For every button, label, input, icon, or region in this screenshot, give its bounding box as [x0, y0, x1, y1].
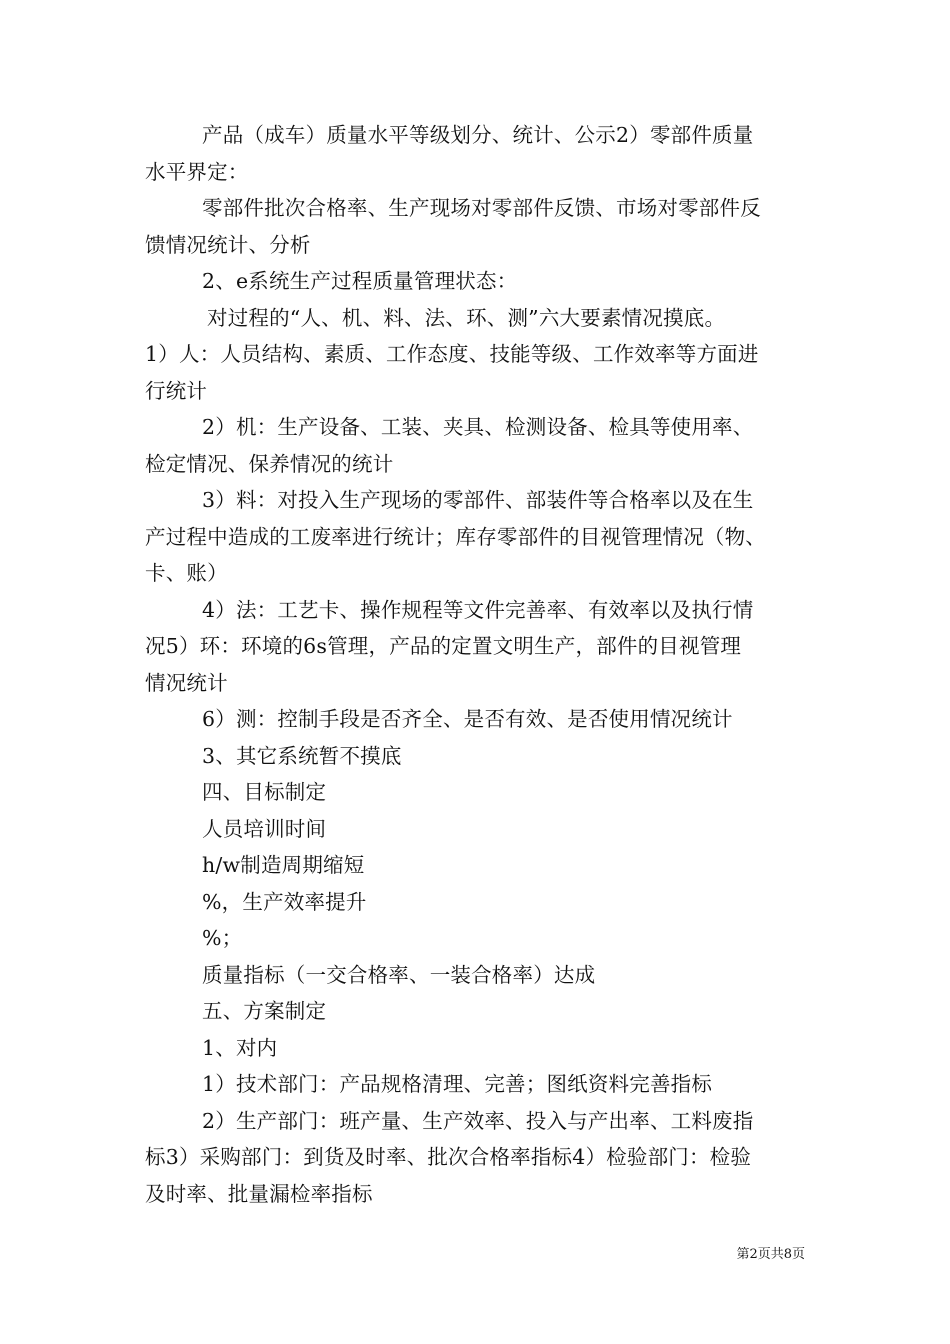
text-line: 及时率、批量漏检率指标	[145, 1181, 373, 1206]
text-line: 况5）环：环境的6s管理，产品的定置文明生产，部件的目视管理	[145, 634, 742, 658]
text-line: 质量指标（一交合格率、一装合格率）达成	[202, 962, 596, 987]
text-line: %；	[202, 926, 243, 950]
text-line: 情况统计	[145, 670, 228, 695]
text-line: 1）人：人员结构、素质、工作态度、技能等级、工作效率等方面进	[145, 342, 759, 366]
text-line: 1）技术部门：产品规格清理、完善；图纸资料完善指标	[202, 1072, 713, 1096]
text-line: 标3）采购部门：到货及时率、批次合格率指标4）检验部门：检验	[145, 1145, 752, 1169]
text-line: 2、e系统生产过程质量管理状态：	[202, 269, 518, 293]
text-line: 6）测：控制手段是否齐全、是否有效、是否使用情况统计	[202, 707, 733, 731]
text-line: 产品（成车）质量水平等级划分、统计、公示2）零部件质量	[202, 123, 754, 147]
text-line: %，生产效率提升	[202, 889, 367, 914]
text-line: 人员培训时间	[202, 816, 327, 841]
document-body	[145, 117, 815, 1212]
text-line: 馈情况统计、分析	[145, 232, 311, 257]
text-line: 五、方案制定	[202, 999, 327, 1023]
page-number: 第2页共8页	[736, 1247, 805, 1262]
text-line: 水平界定：	[145, 159, 249, 184]
text-line: 卡、账）	[145, 561, 228, 585]
text-line: 4）法：工艺卡、操作规程等文件完善率、有效率以及执行情	[202, 597, 754, 622]
text-line: h/w制造周期缩短	[202, 853, 365, 877]
text-line: 3）料：对投入生产现场的零部件、部装件等合格率以及在生	[202, 488, 754, 512]
text-line: 零部件批次合格率、生产现场对零部件反馈、市场对零部件反	[202, 196, 761, 220]
text-line: 行统计	[145, 378, 208, 403]
text-line: 2）机：生产设备、工装、夹具、检测设备、检具等使用率、	[202, 415, 754, 439]
text-line: 检定情况、保养情况的统计	[145, 451, 394, 476]
text-line: 产过程中造成的工废率进行统计；库存零部件的目视管理情况（物、	[145, 524, 766, 549]
text-line: 3、其它系统暂不摸底	[202, 743, 402, 768]
text-line: 2）生产部门：班产量、生产效率、投入与产出率、工料废指	[202, 1108, 754, 1133]
text-line: 对过程的“人、机、料、法、环、测”六大要素情况摸底。	[207, 305, 726, 330]
text-line: 1、对内	[202, 1035, 278, 1060]
text-line: 四、目标制定	[202, 780, 327, 804]
